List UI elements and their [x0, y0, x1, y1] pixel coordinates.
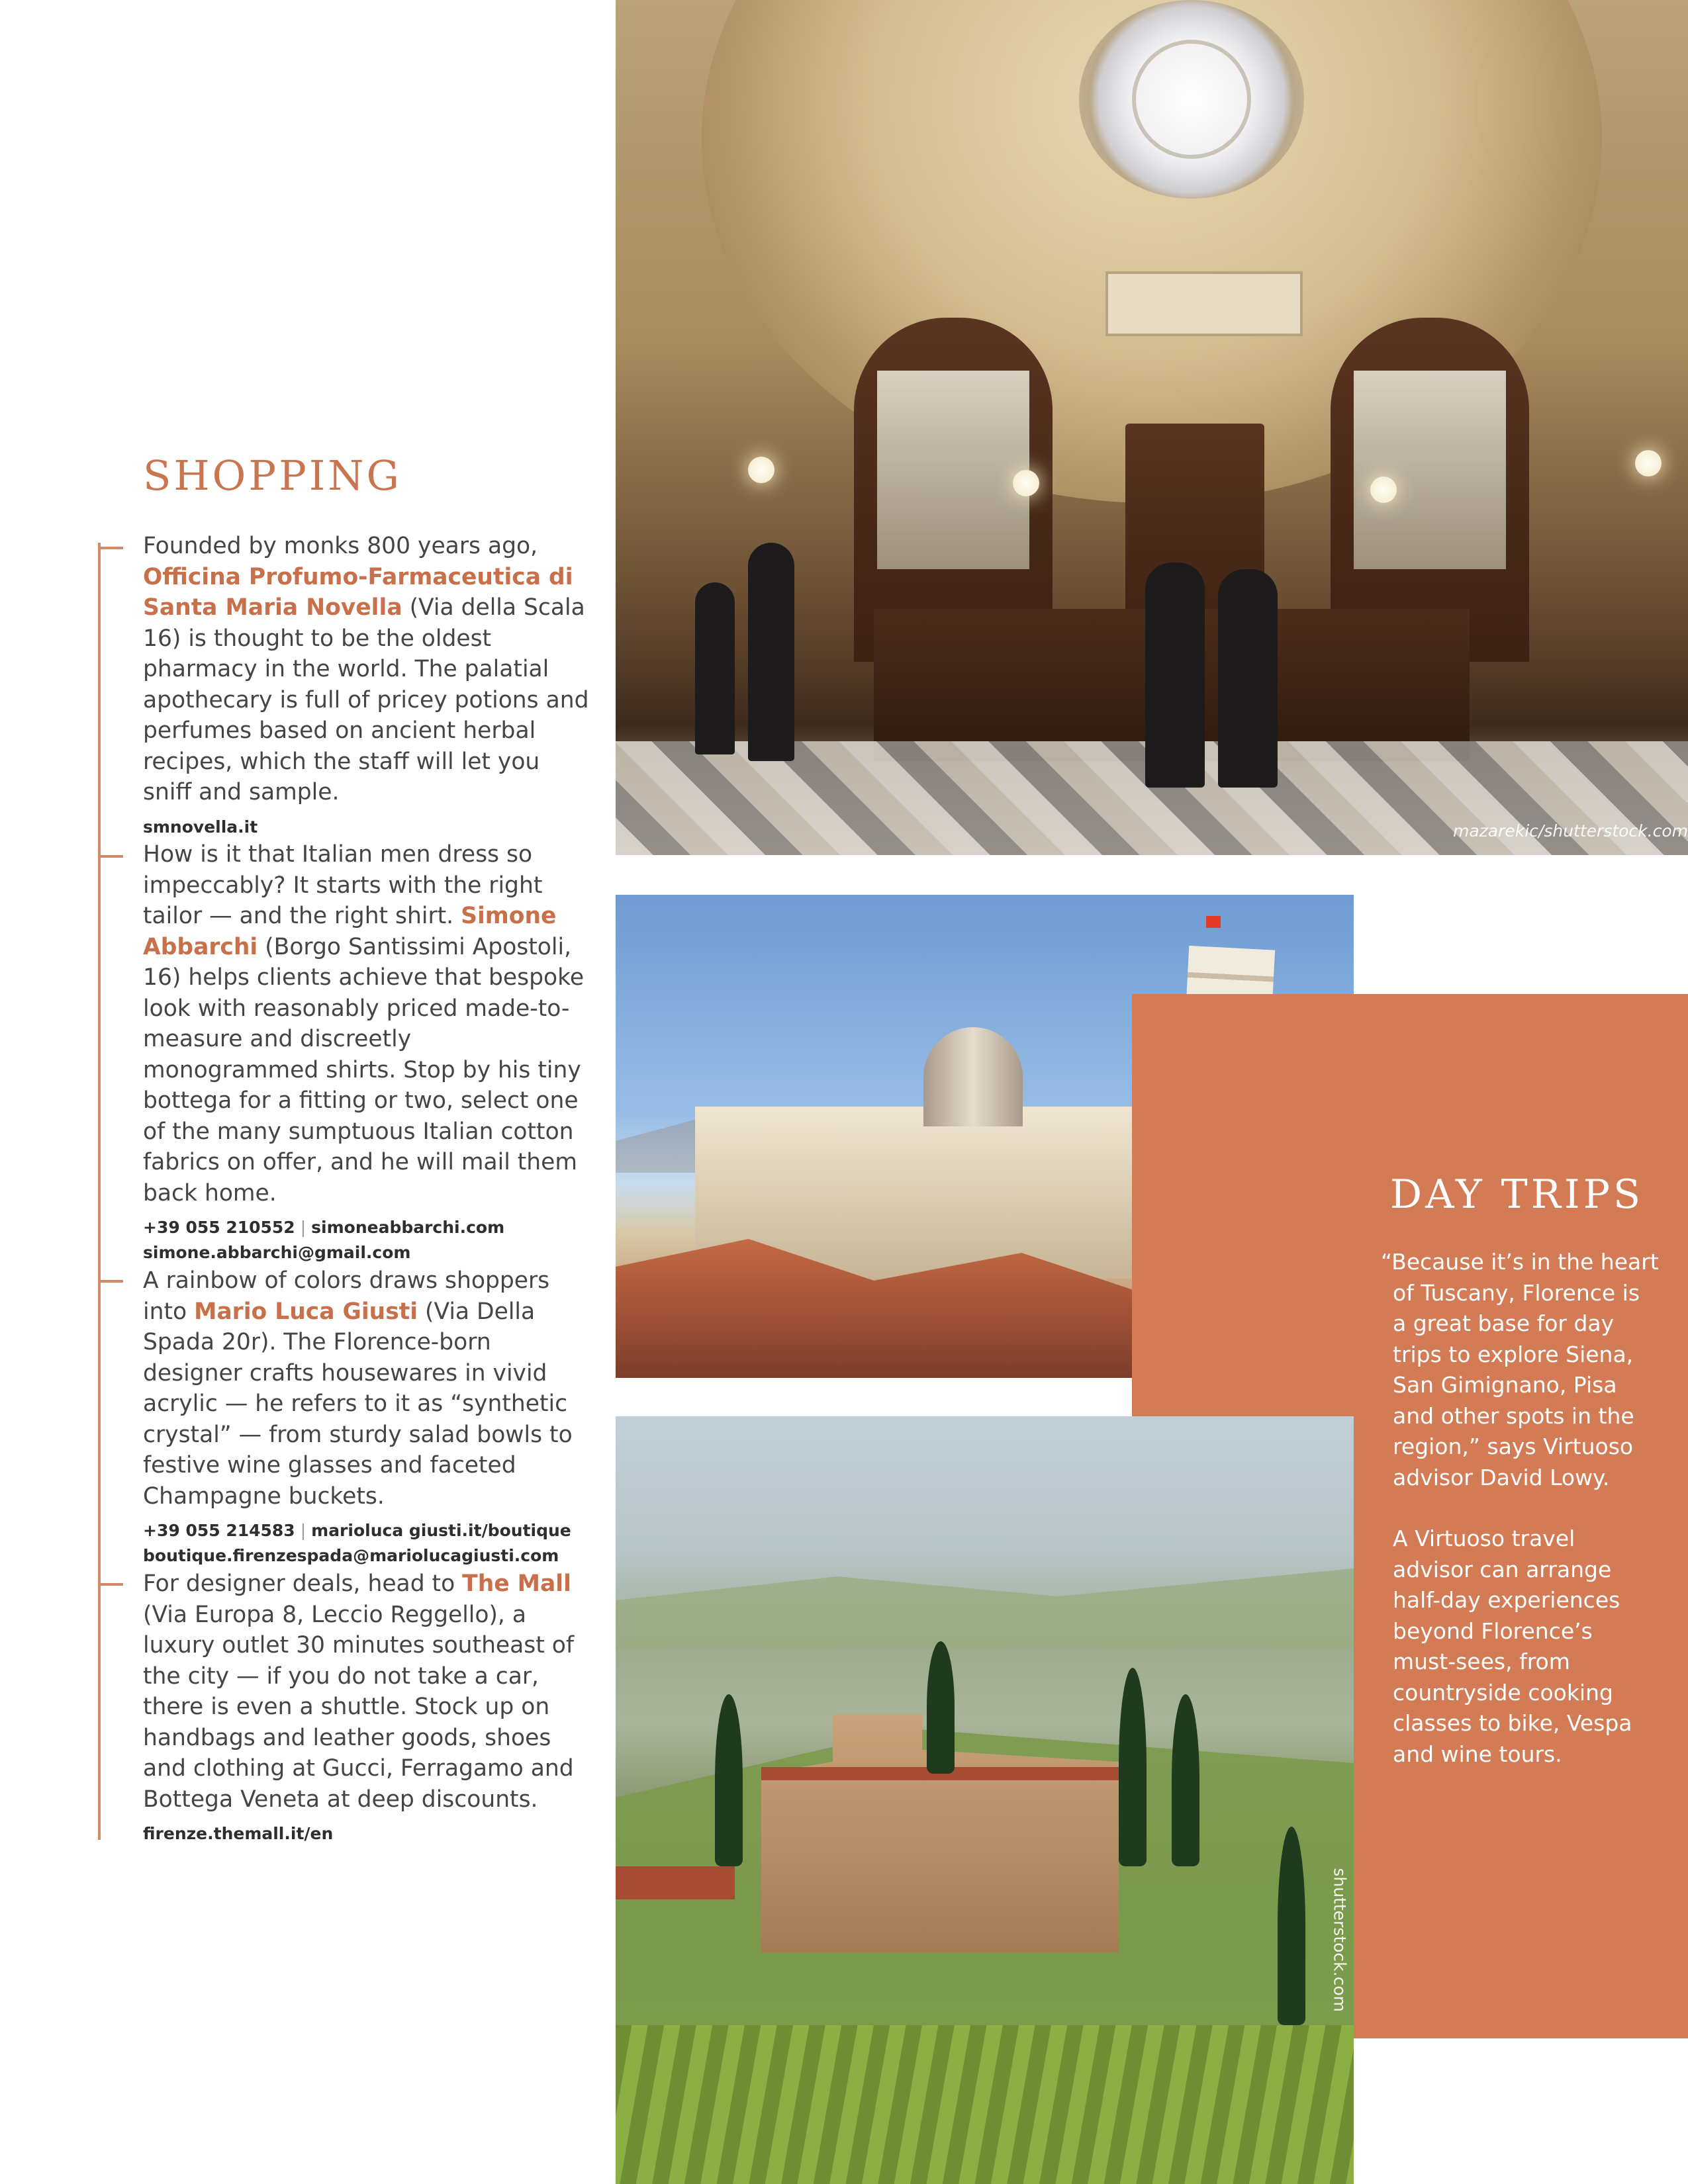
email-link[interactable]: simone.abbarchi@gmail.com — [143, 1243, 411, 1262]
advisor-quote — [1381, 1247, 1659, 1493]
apothecary-interior-photo — [616, 0, 1688, 855]
venue-name: Officina Profumo-Farmaceutica di Santa Maria Novella — [143, 563, 573, 621]
shopping-entry-santa-maria-novella — [143, 531, 593, 840]
website-link[interactable]: smnovella.it — [143, 817, 258, 837]
wall-lamp — [748, 457, 774, 483]
entry-intro: Founded by monks 800 years ago, — [143, 533, 538, 559]
website-link[interactable]: firenze.themall.it/en — [143, 1824, 334, 1843]
entry-intro: For designer deals, head to — [143, 1570, 463, 1597]
timeline-tick — [98, 1583, 123, 1586]
entry-text — [143, 1265, 593, 1512]
timeline-tick — [98, 547, 123, 549]
entry-body: (Via della Scala 16) is thought to be the oldest pharmacy in the world. The palatial apothecary is full of pricey potions and perfumes based on ancient herbal recipes, which the staff will let you sniff and sample. — [143, 594, 589, 805]
distant-hills — [616, 1569, 1354, 1648]
wall-plaque — [1105, 271, 1303, 336]
cypress-tree — [715, 1694, 743, 1866]
shopping-entry-mario-luca-giusti — [143, 1265, 593, 1569]
flag — [1206, 916, 1221, 928]
venue-name: The Mall — [462, 1570, 571, 1597]
cypress-tree — [927, 1641, 955, 1774]
panel-accent-strip — [1132, 1378, 1357, 1416]
entry-body: (Borgo Santissimi Apostoli, 16) helps clients achieve that bespoke look with reasonably priced made-to-measure and discreetly monogrammed shirts. Stop by his tiny bottega for a fitting or two, select one of the many sumptuous Italian cotton fabrics on offer, and he will mail them back home. — [143, 933, 585, 1206]
venue-name: Simone Abbarchi — [143, 903, 557, 960]
farmhouse-roof — [616, 1866, 735, 1899]
vineyard — [616, 2025, 1354, 2184]
entry-text — [143, 839, 593, 1208]
separator: | — [300, 1521, 306, 1540]
cathedral-dome — [923, 1027, 1023, 1126]
tuscan-countryside-photo — [616, 1416, 1354, 2184]
visitor — [748, 543, 794, 761]
contact-line — [143, 815, 593, 840]
section-title-shopping: SHOPPING — [143, 451, 402, 500]
website-link[interactable]: marioluca giusti.it/boutique — [311, 1521, 571, 1540]
venue-name: Mario Luca Giusti — [194, 1298, 418, 1325]
entry-intro: A rainbow of colors draws shoppers into — [143, 1267, 550, 1325]
cypress-tree — [1172, 1694, 1199, 1866]
timeline-line — [98, 543, 101, 1840]
wall-lamp — [1370, 477, 1397, 503]
visitor — [1145, 563, 1205, 788]
quote-mark: “ — [1381, 1249, 1392, 1275]
separator: | — [300, 1218, 306, 1237]
day-trips-text — [1381, 1247, 1659, 1800]
timeline-tick — [98, 855, 123, 858]
shopping-entry-the-mall — [143, 1569, 593, 1846]
cabinet-glass — [877, 371, 1029, 569]
email-link[interactable]: boutique.firenzespada@mariolucagiusti.com — [143, 1546, 559, 1565]
advisor-paragraph: A Virtuoso travel advisor can arrange half-day experiences beyond Florence’s must-sees, from countryside cooking classes to bike, Vespa and wine tours. — [1393, 1525, 1632, 1767]
visitor — [1218, 569, 1278, 788]
contact-line — [143, 1821, 593, 1846]
cabinet-glass — [1354, 371, 1506, 569]
timeline-tick — [98, 1280, 123, 1283]
website-link[interactable]: simoneabbarchi.com — [311, 1218, 505, 1237]
quote-text: Because it’s in the heart of Tuscany, Florence is a great base for day trips to explore Siena, San Gimignano, Pisa and other spots in the region,” says Virtuoso advisor David Lowy. — [1391, 1249, 1659, 1490]
entry-text — [143, 1569, 593, 1815]
entry-body: (Via Della Spada 20r). The Florence-born designer crafts housewares in vivid acrylic — he refers to it as “synthetic crystal” — from sturdy salad bowls to festive wine glasses and faceted Champagne buckets. — [143, 1298, 573, 1510]
rose-window-ring — [1132, 40, 1251, 159]
cypress-tree — [1278, 1827, 1305, 2025]
visitor — [695, 582, 735, 754]
photo-credit: mazarekic/shutterstock.com — [1452, 821, 1688, 841]
phone-number[interactable]: +39 055 210552 — [143, 1218, 295, 1237]
photo-credit: shutterstock.com — [1331, 1868, 1350, 2012]
cypress-tree — [1119, 1668, 1147, 1866]
entry-body: (Via Europa 8, Leccio Reggello), a luxury outlet 30 minutes southeast of the city — if you do not take a car, there is even a shuttle. Stock up on handbags and leather goods, shoes and clothing at Gucci, Ferragamo and Bottega Veneta at deep discounts. — [143, 1601, 575, 1813]
contact-line — [143, 1215, 593, 1265]
entry-text — [143, 531, 593, 808]
contact-line — [143, 1518, 593, 1569]
wall-lamp — [1013, 470, 1039, 496]
phone-number[interactable]: +39 055 214583 — [143, 1521, 295, 1540]
entry-intro: How is it that Italian men dress so impeccably? It starts with the right tailor — and the right shirt. — [143, 841, 543, 929]
shopping-entry-simone-abbarchi — [143, 839, 593, 1265]
section-title-day-trips: DAY TRIPS — [1390, 1171, 1644, 1218]
wall-lamp — [1635, 450, 1662, 477]
